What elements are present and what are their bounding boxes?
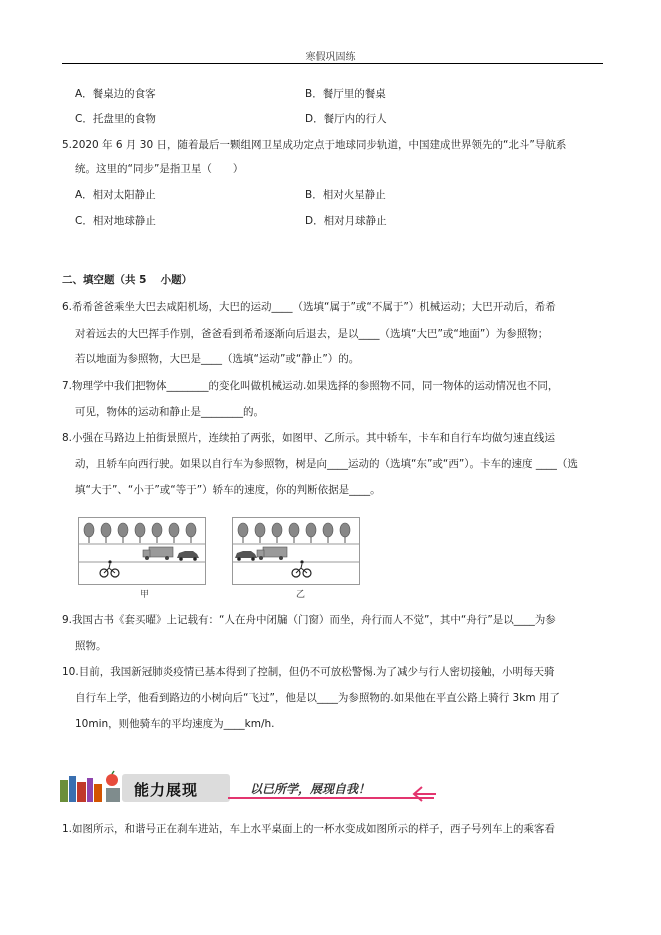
q5-stem-line1: 5.2020 年 6 月 30 日，随着最后一颗组网卫星成功定点于地球同步轨道，中国建成世界领先的“北斗”导航系 — [62, 139, 567, 151]
figure-street-a — [78, 517, 206, 585]
ability-banner-slogan: 以已所学，展现自我！ — [250, 782, 371, 796]
q8-line3: 填“大于”、“小于”或“等于”）轿车的速度，你的判断依据是____。 — [75, 484, 381, 496]
q4-option-a: A．餐桌边的食客 — [75, 88, 156, 100]
street-scene-b-illustration — [233, 518, 359, 584]
q10-line2: 自行车上学，他看到路边的小树向后“飞过”，他是以____为参照物的.如果他在平直公路上骑行 3km 用了 — [75, 692, 560, 704]
q6-line3: 若以地面为参照物，大巴是____（选填“运动”或“静止”）的。 — [75, 353, 360, 365]
q4-option-b: B．餐厅里的餐桌 — [305, 88, 386, 100]
q9-line2: 照物。 — [75, 640, 107, 652]
ability-q1-line1: 1.如图所示，和谐号正在刹车进站，车上水平桌面上的一杯水变成如图所示的样子，西子号列车上的乘客看 — [62, 823, 556, 835]
q4-option-c: C．托盘里的食物 — [75, 113, 156, 125]
q7-line2: 可见，物体的运动和静止是________的。 — [75, 406, 264, 418]
q7-line1: 7.物理学中我们把物体________的变化叫做机械运动.如果选择的参照物不同，同一物体的运动情况也不同， — [62, 380, 559, 392]
figure-street-b — [232, 517, 360, 585]
q8-line2: 动，且轿车向西行驶。如果以自行车为参照物，树是向____运动的（选填“东”或“西”）。卡车的速度 ____（选 — [75, 458, 578, 470]
q4-option-d: D．餐厅内的行人 — [305, 113, 387, 125]
figure-a-label: 甲 — [140, 590, 150, 600]
arrow-left-icon — [408, 784, 438, 807]
section-fill-in-title: 二、填空题（共 5 小题） — [62, 274, 193, 286]
figure-b-label: 乙 — [296, 590, 306, 600]
header-divider — [62, 63, 603, 64]
q10-line1: 10.目前，我国新冠肺炎疫情已基本得到了控制，但仍不可放松警惕.为了减少与行人密切接触，小明每天骑 — [62, 666, 555, 678]
ability-banner-title: 能力展现 — [134, 781, 199, 799]
q5-option-a: A．相对太阳静止 — [75, 189, 156, 201]
q8-line1: 8.小强在马路边上拍街景照片，连续拍了两张，如图甲、乙所示。其中轿车，卡车和自行车均做匀速直线运 — [62, 432, 556, 444]
q5-stem-line2: 统。这里的“同步”是指卫星（ ） — [75, 163, 244, 175]
q9-line1: 9.我国古书《套买曜》上记载有：“人在舟中闭牖（门窗）而坐，舟行而人不觉”，其中“舟行”是以____为参 — [62, 614, 556, 626]
q5-option-d: D．相对月球静止 — [305, 215, 387, 227]
page-header-title: 寒假巩固练 — [305, 52, 356, 63]
q6-line2: 对着远去的大巴挥手作别，爸爸看到希希逐渐向后退去，是以____（选填“大巴”或“地面”）为参照物； — [75, 328, 549, 340]
q6-line1: 6.希希爸爸乘坐大巴去咸阳机场，大巴的运动____（选填“属于”或“不属于”）机械运动；大巴开动后，希希 — [62, 301, 556, 313]
q5-option-c: C．相对地球静止 — [75, 215, 156, 227]
ability-banner-underline — [228, 797, 434, 799]
books-icon — [58, 770, 130, 802]
q10-line3: 10min，则他骑车的平均速度为____km/h. — [75, 718, 275, 730]
q5-option-b: B．相对火星静止 — [305, 189, 386, 201]
street-scene-a-illustration — [79, 518, 205, 584]
